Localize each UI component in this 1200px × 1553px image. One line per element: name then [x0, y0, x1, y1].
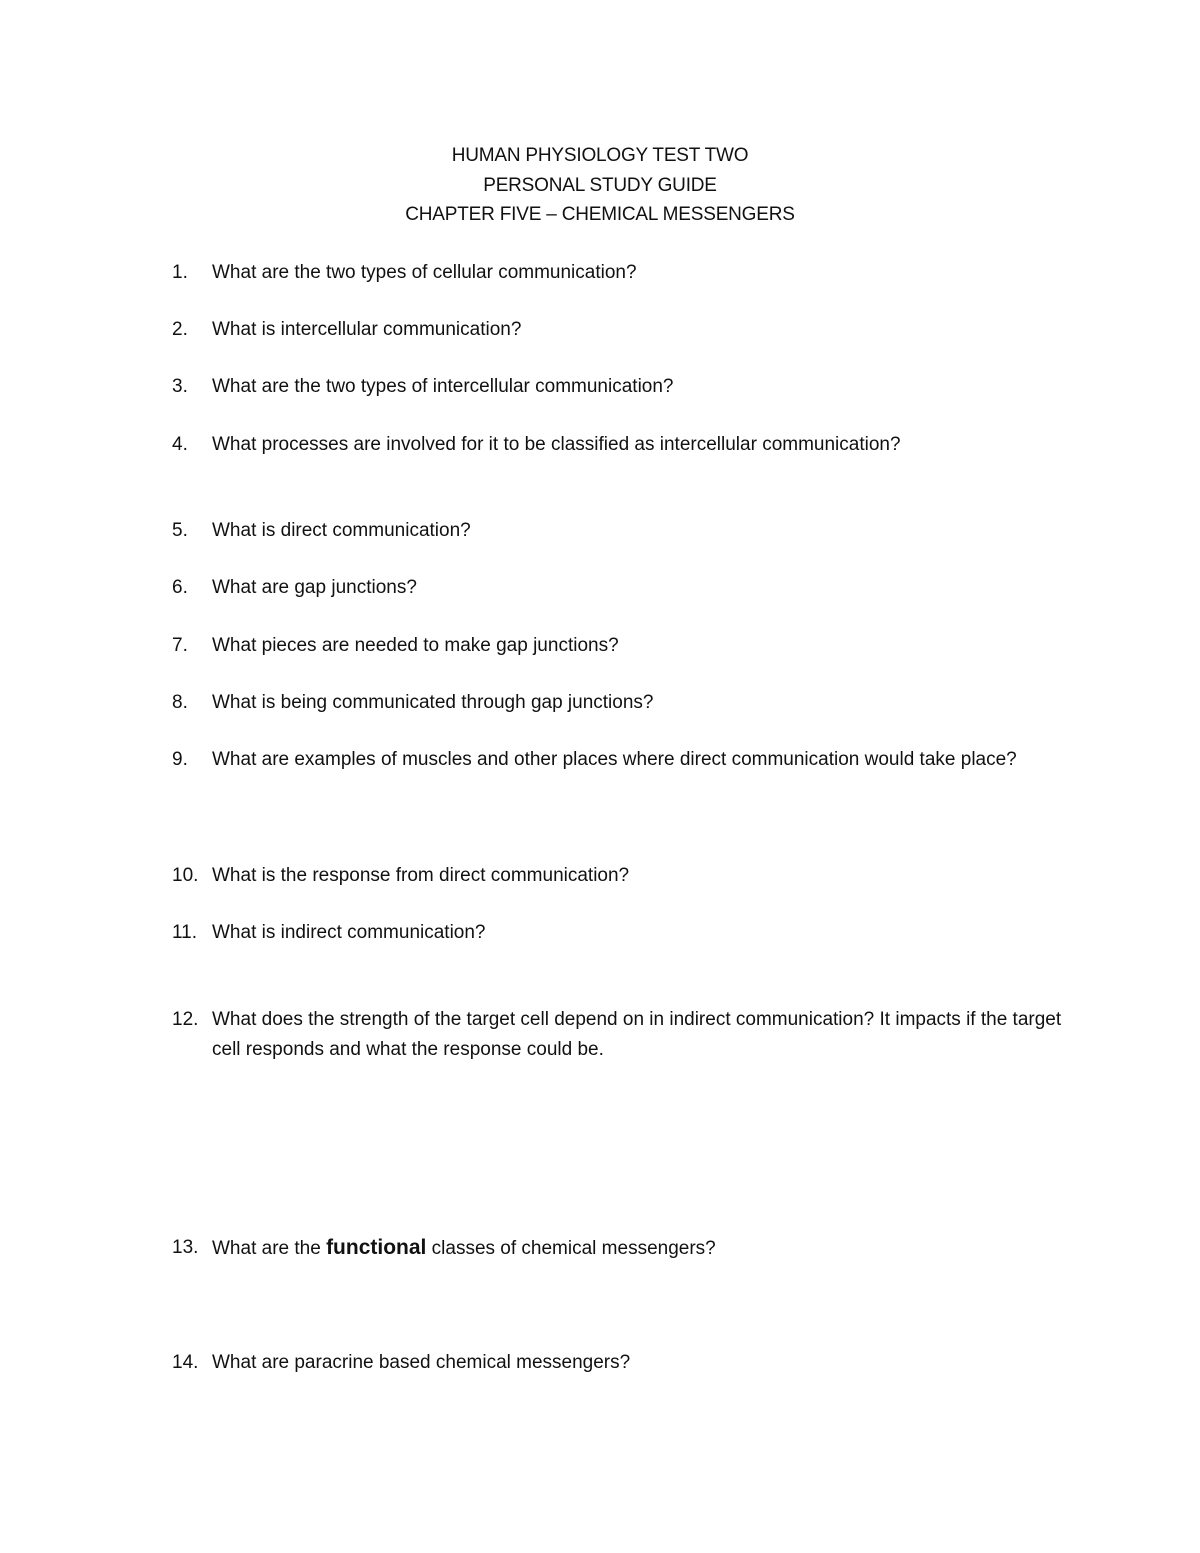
- question-number: 8.: [172, 692, 188, 713]
- document-title-line-3: CHAPTER FIVE – CHEMICAL MESSENGERS: [405, 204, 795, 225]
- document-title-line-1: HUMAN PHYSIOLOGY TEST TWO: [451, 145, 749, 166]
- question-text: What does the strength of the target cell depend on in indirect communication? It impacts if the target cell responds and what the response could be.: [212, 1009, 1062, 1060]
- question-14: [172, 1348, 1092, 1378]
- question-number: 11.: [172, 922, 198, 943]
- question-13: [172, 1233, 1092, 1264]
- question-text-after: classes of chemical messengers?: [426, 1238, 716, 1259]
- question-text: What is indirect communication?: [212, 922, 486, 943]
- question-text: What are paracrine based chemical messengers?: [212, 1352, 631, 1373]
- question-1: [172, 258, 1092, 288]
- question-number: 7.: [172, 635, 188, 656]
- question-number: 12.: [172, 1009, 199, 1030]
- question-number: 4.: [172, 434, 188, 455]
- question-text: What are examples of muscles and other places where direct communication would take place?: [212, 749, 1017, 770]
- question-number: 13.: [172, 1237, 199, 1258]
- question-text: What are gap junctions?: [212, 577, 417, 598]
- question-text: What is direct communication?: [212, 520, 471, 541]
- question-number: 14.: [172, 1352, 199, 1373]
- question-text: [212, 1233, 1092, 1264]
- question-4: [172, 430, 1092, 460]
- question-11: [172, 918, 1092, 948]
- question-3: [172, 372, 1092, 402]
- question-6: [172, 573, 1092, 603]
- question-text: What processes are involved for it to be classified as intercellular communication?: [212, 434, 901, 455]
- question-number: 9.: [172, 749, 188, 770]
- question-12: [172, 1005, 1092, 1065]
- emphasized-word: functional: [326, 1236, 427, 1259]
- question-text: What is the response from direct communication?: [212, 865, 630, 886]
- question-text: What are the two types of intercellular communication?: [212, 376, 674, 397]
- question-text: What are the two types of cellular communication?: [212, 262, 637, 283]
- question-number: 5.: [172, 520, 188, 541]
- question-5: [172, 516, 1092, 546]
- question-8: [172, 688, 1092, 718]
- question-text: What is intercellular communication?: [212, 319, 522, 340]
- question-9: [172, 745, 1092, 775]
- question-number: 3.: [172, 376, 188, 397]
- question-number: 6.: [172, 577, 188, 598]
- question-text: What pieces are needed to make gap junctions?: [212, 635, 619, 656]
- document-title-line-2: PERSONAL STUDY GUIDE: [483, 175, 717, 196]
- question-number: 1.: [172, 262, 188, 283]
- question-number: 10.: [172, 865, 199, 886]
- question-text-before: What are the: [212, 1238, 327, 1259]
- question-7: [172, 631, 1092, 661]
- question-number: 2.: [172, 319, 188, 340]
- question-2: [172, 315, 1092, 345]
- question-text: What is being communicated through gap junctions?: [212, 692, 654, 713]
- question-10: [172, 861, 1092, 891]
